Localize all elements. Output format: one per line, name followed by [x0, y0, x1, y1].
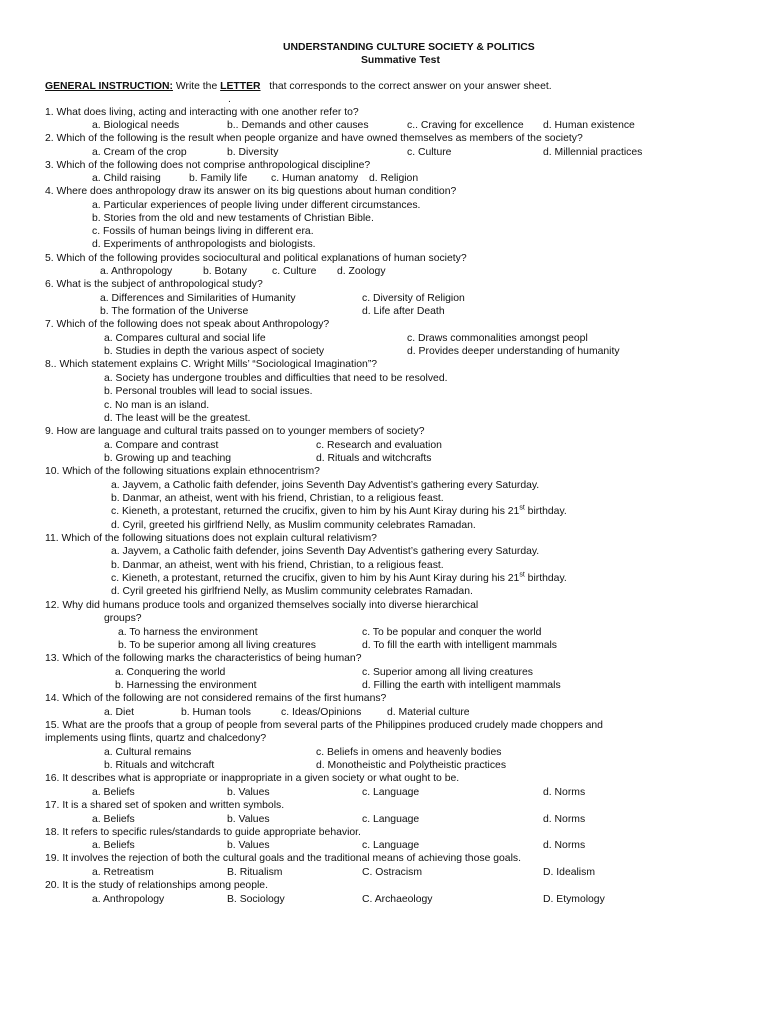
choice-b: b. Stories from the old and new testaments of Christian Bible. — [92, 213, 374, 224]
choice-c-end: birthday. — [524, 573, 567, 584]
choice-c: c. Human anatomy — [271, 173, 359, 184]
choice-b: b. Family life — [189, 173, 248, 184]
choice-d: d. Zoology — [337, 266, 386, 277]
choice-c-text: c. Kieneth, a protestant, returned the crucifix, given to him by his Aunt Kiray during his 21 — [111, 573, 520, 584]
question-stem: 8.. Which statement explains C. Wright Mills’ “Sociological Imagination”? — [45, 359, 378, 370]
choice-a: a. Compares cultural and social life — [104, 333, 266, 344]
choice-d: d. Experiments of anthropologists and biologists. — [92, 239, 316, 250]
choice-a: a. Diet — [104, 707, 135, 718]
instruction-dot: . — [228, 94, 231, 105]
choice-c — [111, 573, 567, 585]
choice-a: a. Society has undergone troubles and difficulties that need to be resolved. — [104, 373, 448, 384]
question-stem: 9. How are language and cultural traits passed on to younger members of society? — [45, 426, 425, 437]
choice-c: c. Beliefs in omens and heavenly bodies — [316, 747, 502, 758]
question-stem: 15. What are the proofs that a group of people from several parts of the Philippines produced crudely made choppers and — [45, 720, 603, 731]
choice-b: B. Ritualism — [227, 867, 283, 878]
choice-d: d. Rituals and witchcrafts — [316, 453, 432, 464]
choice-a: a. Jayvem, a Catholic faith defender, joins Seventh Day Adventist’s gathering every Saturday. — [111, 480, 540, 491]
question-stem: 19. It involves the rejection of both the cultural goals and the traditional means of achieving those goals. — [45, 853, 521, 864]
choice-a: a. Retreatism — [92, 867, 154, 878]
choice-b: b. To be superior among all living creatures — [118, 640, 316, 651]
question-stem: 5. Which of the following provides sociocultural and political explanations of human society? — [45, 253, 467, 264]
choice-d: d. Norms — [543, 814, 586, 825]
ordinal-suffix: st — [519, 504, 525, 512]
choice-c: C. Ostracism — [362, 867, 423, 878]
question-stem: 17. It is a shared set of spoken and written symbols. — [45, 800, 285, 811]
question-stem: 3. Which of the following does not comprise anthropological discipline? — [45, 160, 371, 171]
question-stem: 7. Which of the following does not speak about Anthropology? — [45, 319, 330, 330]
choice-d: d. Material culture — [387, 707, 470, 718]
choice-d: d. Religion — [369, 173, 419, 184]
choice-b: b. Growing up and teaching — [104, 453, 232, 464]
choice-c: c. Language — [362, 840, 420, 851]
choice-a: a. Anthropology — [92, 894, 165, 905]
choice-d: d. Millennial practices — [543, 147, 643, 158]
choice-b: b. Danmar, an atheist, went with his friend, Christian, to a religious feast. — [111, 493, 444, 504]
document-title: UNDERSTANDING CULTURE SOCIETY & POLITICS — [283, 42, 535, 53]
choice-a: a. Jayvem, a Catholic faith defender, joins Seventh Day Adventist’s gathering every Saturday. — [111, 546, 540, 557]
choice-d: d. Norms — [543, 840, 586, 851]
question-stem-cont: implements using flints, quartz and chalcedony? — [45, 733, 267, 744]
choice-d: d. Monotheistic and Polytheistic practices — [316, 760, 507, 771]
document-subtitle: Summative Test — [361, 55, 440, 66]
choice-a: a. Child raising — [92, 173, 161, 184]
question-stem: 1. What does living, acting and interacting with one another refer to? — [45, 107, 359, 118]
choice-c — [111, 506, 567, 518]
choice-c-text: c. Kieneth, a protestant, returned the crucifix, given to him by his Aunt Kiray during his 21 — [111, 506, 520, 517]
choice-c: c.. Craving for excellence — [407, 120, 524, 131]
choice-c: c. Ideas/Opinions — [281, 707, 362, 718]
question-stem-cont: groups? — [104, 613, 142, 624]
choice-d: d. Life after Death — [362, 306, 445, 317]
choice-b: b. Personal troubles will lead to social issues. — [104, 386, 313, 397]
choice-a: a. Cultural remains — [104, 747, 192, 758]
choice-c: C. Archaeology — [362, 894, 433, 905]
choice-a: a. Beliefs — [92, 787, 135, 798]
question-stem: 10. Which of the following situations explain ethnocentrism? — [45, 466, 320, 477]
choice-c: c. To be popular and conquer the world — [362, 627, 542, 638]
choice-a: a. Cream of the crop — [92, 147, 187, 158]
choice-c: c. Language — [362, 787, 420, 798]
question-stem: 18. It refers to specific rules/standards to guide appropriate behavior. — [45, 827, 361, 838]
choice-d: D. Etymology — [543, 894, 605, 905]
choice-d: d. Norms — [543, 787, 586, 798]
choice-c: c. Diversity of Religion — [362, 293, 465, 304]
choice-a: a. Anthropology — [100, 266, 173, 277]
question-stem: 16. It describes what is appropriate or inappropriate in a given society or what ought to be. — [45, 773, 460, 784]
choice-d: d. Human existence — [543, 120, 635, 131]
question-stem: 2. Which of the following is the result when people organize and have owned themselves as members of the society? — [45, 133, 583, 144]
instruction-pre: Write the — [175, 81, 218, 92]
choice-a: a. Beliefs — [92, 840, 135, 851]
choice-d: d. Filling the earth with intelligent mammals — [362, 680, 561, 691]
choice-d: d. Cyril, greeted his girlfriend Nelly, as Muslim community celebrates Ramadan. — [111, 520, 476, 531]
choice-a: a. Compare and contrast — [104, 440, 219, 451]
question-stem: 14. Which of the following are not considered remains of the first humans? — [45, 693, 387, 704]
choice-a: a. Differences and Similarities of Humanity — [100, 293, 296, 304]
choice-a: a. To harness the environment — [118, 627, 258, 638]
question-stem: 4. Where does anthropology draw its answer on its big questions about human condition? — [45, 186, 457, 197]
question-stem: 12. Why did humans produce tools and organized themselves socially into diverse hierarchical — [45, 600, 479, 611]
choice-b: b. Values — [227, 840, 270, 851]
choice-c: c. Fossils of human beings living in different era. — [92, 226, 314, 237]
choice-c-end: birthday. — [524, 506, 567, 517]
choice-b: b.. Demands and other causes — [227, 120, 369, 131]
choice-b: b. Values — [227, 787, 270, 798]
instruction-letter: LETTER — [220, 81, 261, 92]
choice-b: b. Rituals and witchcraft — [104, 760, 215, 771]
choice-d: d. Cyril greeted his girlfriend Nelly, as Muslim community celebrates Ramadan. — [111, 586, 473, 597]
instruction-label: GENERAL INSTRUCTION: — [45, 81, 173, 92]
choice-a: a. Biological needs — [92, 120, 180, 131]
choice-d: d. The least will be the greatest. — [104, 413, 251, 424]
choice-c: c. Draws commonalities amongst peopl — [407, 333, 588, 344]
choice-b: b. Danmar, an atheist, went with his friend, Christian, to a religious feast. — [111, 560, 444, 571]
choice-c: c. Language — [362, 814, 420, 825]
choice-b: b. Studies in depth the various aspect of society — [104, 346, 325, 357]
choice-d: d. Provides deeper understanding of humanity — [407, 346, 620, 357]
ordinal-suffix: st — [519, 571, 525, 579]
choice-b: b. Harnessing the environment — [115, 680, 257, 691]
instruction-post: that corresponds to the correct answer on your answer sheet. — [269, 81, 552, 92]
question-stem: 11. Which of the following situations does not explain cultural relativism? — [45, 533, 377, 544]
choice-a: a. Conquering the world — [115, 667, 226, 678]
choice-a: a. Beliefs — [92, 814, 135, 825]
choice-c: c. Research and evaluation — [316, 440, 442, 451]
question-stem: 20. It is the study of relationships among people. — [45, 880, 268, 891]
choice-b: b. Botany — [203, 266, 247, 277]
choice-c: c. Superior among all living creatures — [362, 667, 533, 678]
choice-b: b. The formation of the Universe — [100, 306, 249, 317]
choice-b: B. Sociology — [227, 894, 285, 905]
choice-b: b. Diversity — [227, 147, 279, 158]
choice-c: c. Culture — [407, 147, 452, 158]
question-stem: 6. What is the subject of anthropological study? — [45, 279, 263, 290]
choice-c: c. No man is an island. — [104, 400, 210, 411]
question-stem: 13. Which of the following marks the characteristics of being human? — [45, 653, 362, 664]
choice-a: a. Particular experiences of people living under different circumstances. — [92, 200, 421, 211]
choice-b: b. Human tools — [181, 707, 251, 718]
choice-d: d. To fill the earth with intelligent mammals — [362, 640, 558, 651]
choice-b: b. Values — [227, 814, 270, 825]
choice-c: c. Culture — [272, 266, 317, 277]
choice-d: D. Idealism — [543, 867, 595, 878]
general-instruction — [45, 81, 552, 93]
